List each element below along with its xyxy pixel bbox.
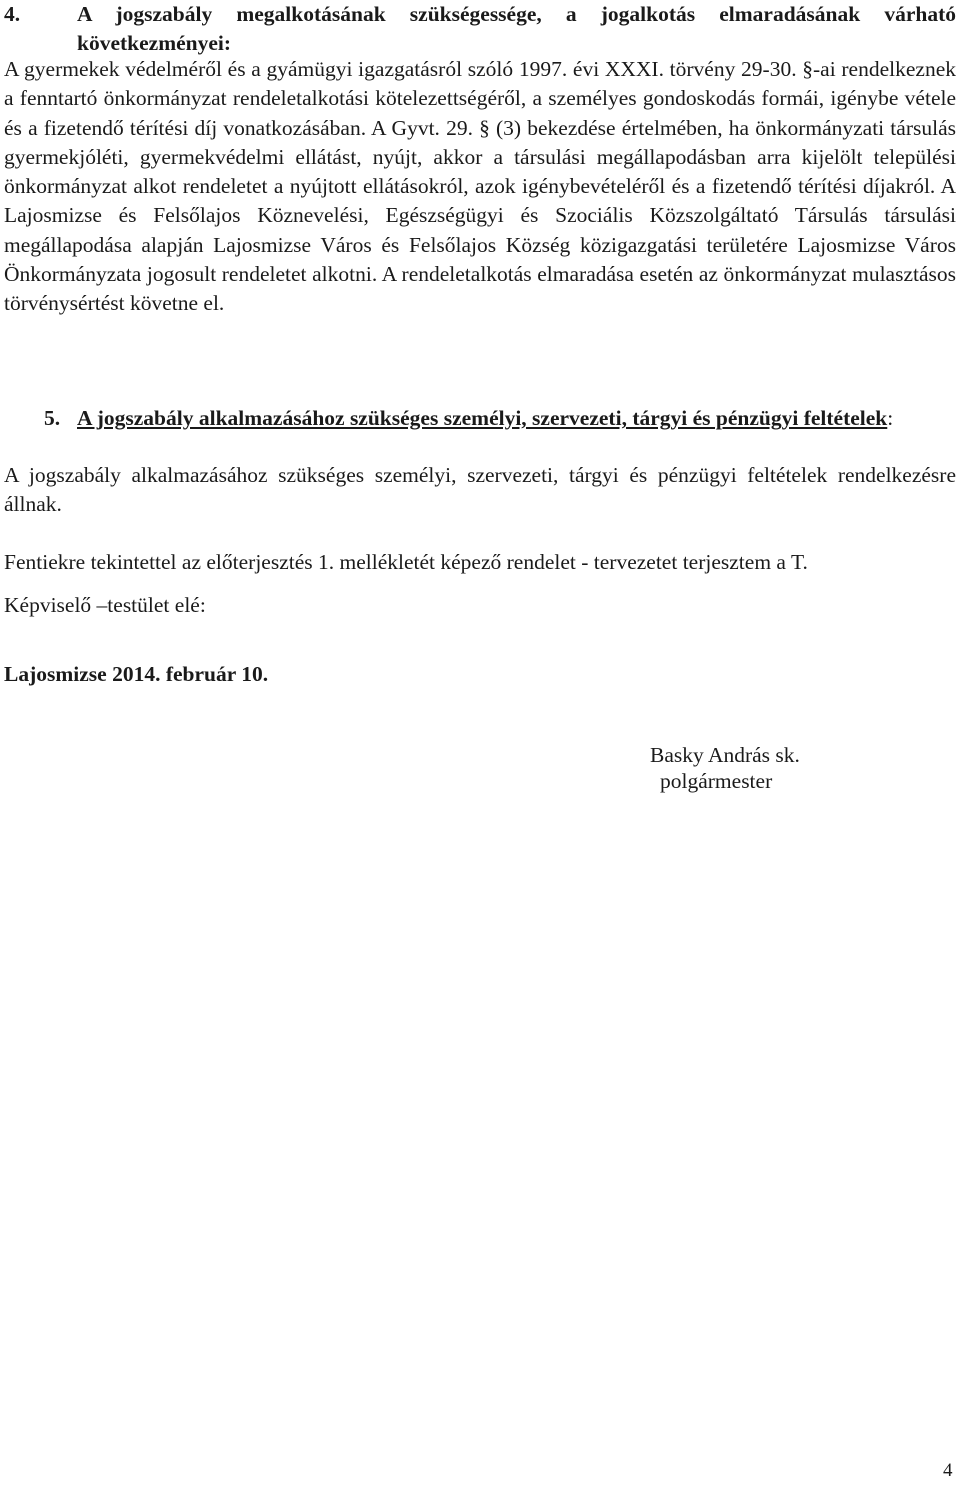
section-5-heading bbox=[44, 404, 956, 433]
section-5-title-text: A jogszabály alkalmazásához szükséges személyi, szervezeti, tárgyi és pénzügyi feltételek bbox=[77, 406, 888, 430]
closing-proposal: Fentiekre tekintettel az előterjesztés 1. mellékletét képező rendelet - tervezetet terjesztem a T. bbox=[4, 550, 808, 574]
section-5-title bbox=[77, 404, 956, 433]
section-5-body: A jogszabály alkalmazásához szükséges személyi, szervezeti, tárgyi és pénzügyi feltételek rendelkezésre állnak. bbox=[4, 463, 956, 517]
signer-name: Basky András sk. bbox=[650, 743, 800, 767]
section-4-body: A gyermekek védelméről és a gyámügyi igazgatásról szóló 1997. évi XXXI. törvény 29-30. §-ai rendelkeznek a fenntartó önkormányzat rendeletalkotási kötelezettségéről, a személyes gondoskodás formái, igénybe vétele és a fizetendő térítési díj vonatkozásában. A Gyvt. 29. § (3) bekezdése értelmében, ha önkormányzati társulás gyermekjóléti, gyermekvédelmi ellátást, nyújt, akkor a társulási megállapodásban arra kijelölt települési önkormányzat alkot rendeletet a nyújtott ellátásokról, azok igénybevételéről és a fizetendő térítési díjakról. A Lajosmizse és Felsőlajos Köznevelési, Egészségügyi és Szociális Közszolgáltató Társulás társulási megállapodása alapján Lajosmizse Város és Felsőlajos Község közigazgatási területére Lajosmizse Város Önkormányzata jogosult rendeletet alkotni. A rendeletalkotás elmaradása esetén az önkormányzat mulasztásos törvénysértést követne el. bbox=[4, 57, 956, 316]
signer-title: polgármester bbox=[660, 769, 773, 793]
document-date: Lajosmizse 2014. február 10. bbox=[4, 662, 269, 686]
section-5-title-colon: : bbox=[887, 406, 894, 430]
closing-addressee: Képviselő –testület elé: bbox=[4, 593, 206, 617]
section-4-heading bbox=[4, 0, 956, 58]
section-4-title: A jogszabály megalkotásának szükségessége, a jogalkotás elmaradásának várható következményei: bbox=[77, 2, 956, 55]
section-4-number: 4. bbox=[4, 2, 21, 26]
section-5-number: 5. bbox=[44, 406, 61, 430]
page-number: 4 bbox=[943, 1460, 953, 1481]
